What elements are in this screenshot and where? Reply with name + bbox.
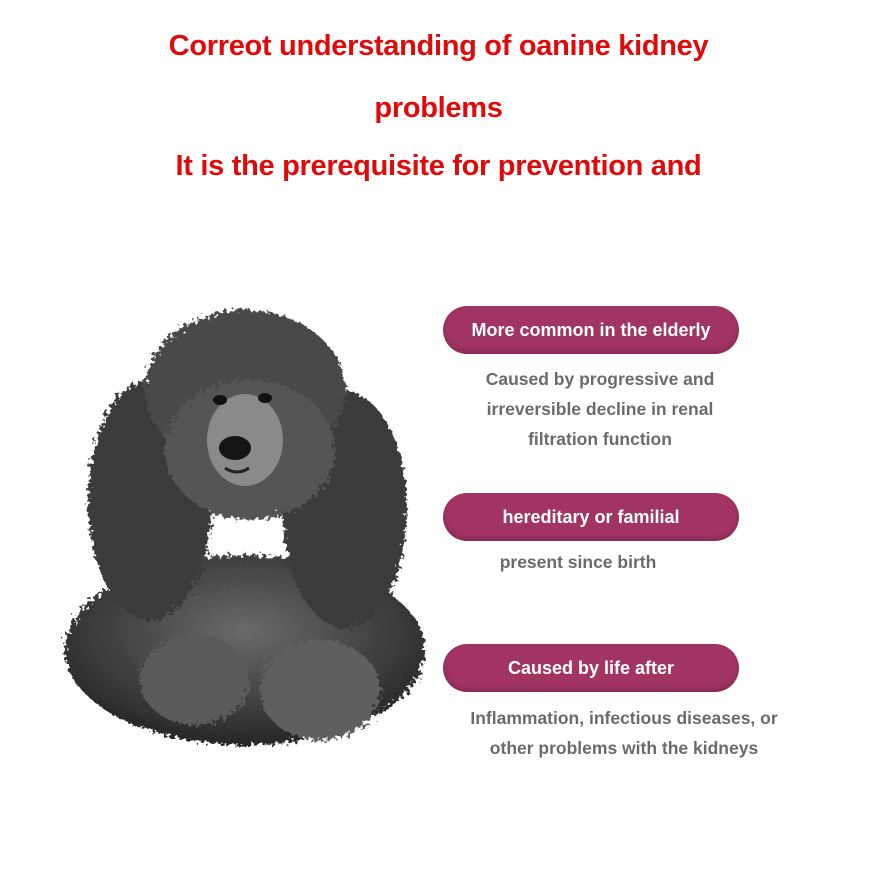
title-line-2: problems (374, 92, 503, 124)
cause-pill-hereditary: hereditary or familial (443, 493, 739, 541)
title-line-3: It is the prerequisite for prevention and (175, 150, 702, 182)
cause-description-acquired (432, 703, 816, 763)
cause-description-elderly (440, 364, 760, 454)
cause-pill-acquired: Caused by life after (443, 644, 739, 692)
description-line: filtration function (528, 429, 672, 449)
poodle-photo (55, 300, 435, 770)
cause-description-hereditary (428, 547, 728, 577)
description-line: other problems with the kidneys (489, 738, 759, 758)
title-line-1: Correot understanding of oanine kidney (168, 30, 709, 62)
cause-pill-elderly: More common in the elderly (443, 306, 739, 354)
description-line: Caused by progressive and (485, 369, 715, 389)
description-line: Inflammation, infectious diseases, or (470, 708, 778, 728)
description-line: irreversible decline in renal (486, 399, 714, 419)
description-line: present since birth (499, 552, 657, 572)
poodle-body (65, 310, 425, 745)
